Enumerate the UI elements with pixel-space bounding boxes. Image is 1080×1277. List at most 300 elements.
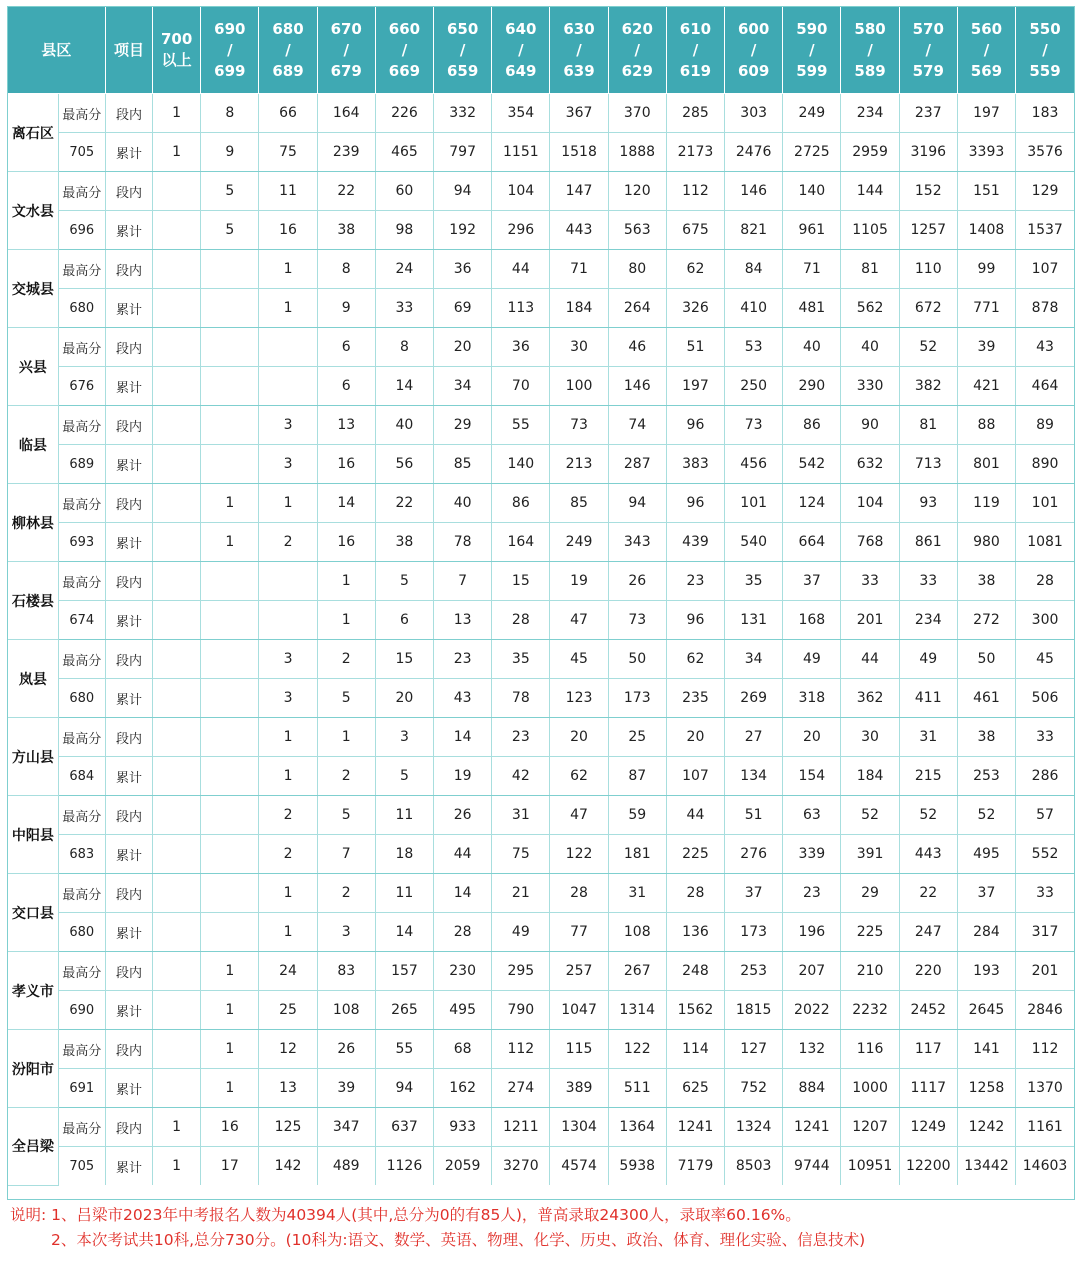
band-count-cell: 99 <box>957 250 1015 289</box>
cumulative-count-cell: 1151 <box>492 133 550 172</box>
band-count-cell: 35 <box>492 640 550 679</box>
cumulative-count-cell <box>201 289 259 328</box>
cumulative-count-cell: 410 <box>725 289 783 328</box>
band-count-cell: 84 <box>725 250 783 289</box>
band-label: 段内 <box>105 796 152 835</box>
cumulative-count-cell: 3 <box>259 679 317 718</box>
max-score-value: 696 <box>58 211 105 250</box>
band-count-cell: 55 <box>375 1030 433 1069</box>
cumulative-count-cell: 489 <box>317 1147 375 1186</box>
cumulative-count-cell: 39 <box>317 1069 375 1108</box>
cumulative-count-cell: 134 <box>725 757 783 796</box>
band-count-cell: 116 <box>841 1030 899 1069</box>
cumulative-count-cell: 85 <box>434 445 492 484</box>
band-count-cell: 5 <box>201 172 259 211</box>
cumulative-count-cell: 1562 <box>666 991 724 1030</box>
max-score-value: 705 <box>58 133 105 172</box>
cumulative-count-cell: 2059 <box>434 1147 492 1186</box>
band-count-cell: 1 <box>201 952 259 991</box>
cumulative-count-cell: 1257 <box>899 211 957 250</box>
cumulative-count-cell: 276 <box>725 835 783 874</box>
cumulative-count-cell: 1 <box>259 913 317 952</box>
cumulative-count-cell: 13 <box>434 601 492 640</box>
header-band-part: / <box>227 40 233 59</box>
cumulative-count-cell: 142 <box>259 1147 317 1186</box>
band-count-cell: 1364 <box>608 1108 666 1147</box>
band-count-cell: 51 <box>725 796 783 835</box>
cumulative-count-cell: 234 <box>899 601 957 640</box>
table-row <box>8 562 1074 601</box>
band-label: 段内 <box>105 250 152 289</box>
cumulative-count-cell: 77 <box>550 913 608 952</box>
cumulative-count-cell <box>201 913 259 952</box>
band-count-cell: 220 <box>899 952 957 991</box>
cumulative-count-cell: 9 <box>317 289 375 328</box>
cumulative-count-cell: 47 <box>550 601 608 640</box>
cumulative-count-cell: 821 <box>725 211 783 250</box>
band-count-cell: 40 <box>375 406 433 445</box>
county-name: 交城县 <box>8 250 58 328</box>
band-count-cell: 45 <box>550 640 608 679</box>
cumulative-count-cell: 75 <box>259 133 317 172</box>
band-label: 段内 <box>105 874 152 913</box>
cumulative-count-cell: 465 <box>375 133 433 172</box>
header-band <box>1016 7 1074 94</box>
max-score-value: 689 <box>58 445 105 484</box>
cumulative-count-cell: 113 <box>492 289 550 328</box>
band-count-cell: 5 <box>375 562 433 601</box>
cumulative-label: 累计 <box>105 679 152 718</box>
header-band-part: 569 <box>970 61 1003 80</box>
cumulative-count-cell: 2 <box>317 757 375 796</box>
cumulative-count-cell: 2173 <box>666 133 724 172</box>
cumulative-count-cell: 1518 <box>550 133 608 172</box>
header-band-part: 620 <box>621 19 653 38</box>
band-count-cell: 3 <box>375 718 433 757</box>
band-count-cell: 230 <box>434 952 492 991</box>
header-band-part: / <box>867 40 873 59</box>
cumulative-count-cell: 34 <box>434 367 492 406</box>
cumulative-count-cell <box>153 367 201 406</box>
header-band-part: / <box>983 40 990 59</box>
band-count-cell: 50 <box>608 640 666 679</box>
band-count-cell: 33 <box>1016 874 1074 913</box>
band-count-cell: 12 <box>259 1030 317 1069</box>
band-count-cell <box>201 328 259 367</box>
header-band <box>957 7 1015 94</box>
cumulative-count-cell: 73 <box>608 601 666 640</box>
cumulative-count-cell: 317 <box>1016 913 1074 952</box>
county-name: 孝义市 <box>8 952 58 1030</box>
band-count-cell: 37 <box>725 874 783 913</box>
cumulative-count-cell: 197 <box>666 367 724 406</box>
cumulative-count-cell: 495 <box>957 835 1015 874</box>
band-count-cell: 157 <box>375 952 433 991</box>
cumulative-count-cell: 131 <box>725 601 783 640</box>
max-score-value: 705 <box>58 1147 105 1186</box>
cumulative-count-cell: 2725 <box>783 133 841 172</box>
header-band-part: 610 <box>679 19 712 38</box>
cumulative-count-cell: 878 <box>1016 289 1074 328</box>
cumulative-count-cell: 2 <box>259 835 317 874</box>
max-score-label: 最高分 <box>58 328 105 367</box>
band-count-cell: 46 <box>608 328 666 367</box>
cumulative-count-cell: 1258 <box>957 1069 1015 1108</box>
band-count-cell: 96 <box>666 484 724 523</box>
max-score-label: 最高分 <box>58 952 105 991</box>
cumulative-count-cell: 107 <box>666 757 724 796</box>
band-count-cell: 81 <box>899 406 957 445</box>
band-count-cell <box>201 406 259 445</box>
band-count-cell: 34 <box>725 640 783 679</box>
band-count-cell <box>201 250 259 289</box>
cumulative-count-cell: 890 <box>1016 445 1074 484</box>
band-count-cell: 36 <box>492 328 550 367</box>
header-band-part: 700 <box>160 30 193 48</box>
cumulative-count-cell <box>153 601 201 640</box>
band-count-cell: 197 <box>957 94 1015 133</box>
cumulative-count-cell <box>201 757 259 796</box>
band-count-cell: 73 <box>550 406 608 445</box>
header-band-part: 609 <box>737 61 770 80</box>
score-distribution-table <box>8 7 1074 1186</box>
band-count-cell: 11 <box>259 172 317 211</box>
cumulative-count-cell <box>153 991 201 1030</box>
cumulative-count-cell: 154 <box>783 757 841 796</box>
header-band-part: 以上 <box>161 51 192 69</box>
cumulative-count-cell: 18 <box>375 835 433 874</box>
table-row <box>8 991 1074 1030</box>
header-band-part: 689 <box>272 61 304 80</box>
header-band-part: 589 <box>854 61 886 80</box>
band-count-cell: 94 <box>608 484 666 523</box>
band-count-cell: 146 <box>725 172 783 211</box>
band-count-cell <box>153 562 201 601</box>
cumulative-count-cell <box>259 601 317 640</box>
band-count-cell: 253 <box>725 952 783 991</box>
cumulative-count-cell: 70 <box>492 367 550 406</box>
band-count-cell: 66 <box>259 94 317 133</box>
band-count-cell: 2 <box>317 640 375 679</box>
cumulative-count-cell: 1314 <box>608 991 666 1030</box>
band-count-cell: 57 <box>1016 796 1074 835</box>
cumulative-count-cell: 269 <box>725 679 783 718</box>
band-count-cell: 38 <box>957 562 1015 601</box>
band-count-cell: 30 <box>841 718 899 757</box>
band-count-cell: 60 <box>375 172 433 211</box>
band-count-cell: 152 <box>899 172 957 211</box>
band-count-cell: 117 <box>899 1030 957 1069</box>
band-count-cell: 31 <box>608 874 666 913</box>
band-count-cell: 23 <box>783 874 841 913</box>
cumulative-count-cell: 801 <box>957 445 1015 484</box>
max-score-label: 最高分 <box>58 1108 105 1147</box>
cumulative-count-cell: 16 <box>317 523 375 562</box>
cumulative-count-cell: 563 <box>608 211 666 250</box>
band-count-cell: 71 <box>783 250 841 289</box>
band-count-cell: 73 <box>725 406 783 445</box>
header-band-part: 570 <box>912 19 944 38</box>
cumulative-count-cell: 96 <box>666 601 724 640</box>
table-row <box>8 445 1074 484</box>
header-band-part: 660 <box>388 19 421 38</box>
band-count-cell: 120 <box>608 172 666 211</box>
cumulative-count-cell: 4574 <box>550 1147 608 1186</box>
band-count-cell <box>153 1030 201 1069</box>
band-count-cell: 332 <box>434 94 492 133</box>
header-band-part: 650 <box>446 19 479 38</box>
band-count-cell: 226 <box>375 94 433 133</box>
cumulative-count-cell: 3393 <box>957 133 1015 172</box>
band-count-cell: 23 <box>666 562 724 601</box>
header-band <box>783 7 841 94</box>
table-row <box>8 874 1074 913</box>
header-band-part: 659 <box>446 61 479 80</box>
band-label: 段内 <box>105 562 152 601</box>
max-score-value: 684 <box>58 757 105 796</box>
band-count-cell: 14 <box>317 484 375 523</box>
cumulative-count-cell: 1047 <box>550 991 608 1030</box>
max-score-label: 最高分 <box>58 406 105 445</box>
cumulative-count-cell: 272 <box>957 601 1015 640</box>
band-count-cell: 122 <box>608 1030 666 1069</box>
cumulative-count-cell: 797 <box>434 133 492 172</box>
cumulative-count-cell: 78 <box>492 679 550 718</box>
cumulative-count-cell: 9744 <box>783 1147 841 1186</box>
cumulative-count-cell <box>153 913 201 952</box>
band-count-cell: 80 <box>608 250 666 289</box>
header-band-part: / <box>518 40 524 59</box>
cumulative-count-cell: 7179 <box>666 1147 724 1186</box>
table-row <box>8 757 1074 796</box>
cumulative-count-cell <box>153 289 201 328</box>
band-count-cell: 104 <box>841 484 899 523</box>
cumulative-count-cell <box>201 367 259 406</box>
cumulative-label: 累计 <box>105 523 152 562</box>
band-count-cell: 370 <box>608 94 666 133</box>
cumulative-count-cell: 10951 <box>841 1147 899 1186</box>
table-row <box>8 250 1074 289</box>
header-item: 项目 <box>105 7 152 94</box>
band-count-cell: 26 <box>317 1030 375 1069</box>
band-count-cell: 101 <box>725 484 783 523</box>
cumulative-count-cell: 562 <box>841 289 899 328</box>
band-count-cell: 22 <box>375 484 433 523</box>
band-count-cell: 52 <box>899 796 957 835</box>
band-count-cell: 43 <box>1016 328 1074 367</box>
cumulative-count-cell: 664 <box>783 523 841 562</box>
cumulative-count-cell: 443 <box>550 211 608 250</box>
table-row <box>8 523 1074 562</box>
band-count-cell <box>153 250 201 289</box>
cumulative-count-cell: 1126 <box>375 1147 433 1186</box>
band-count-cell: 40 <box>783 328 841 367</box>
band-count-cell: 30 <box>550 328 608 367</box>
band-count-cell: 2 <box>259 796 317 835</box>
header-band-part: 670 <box>330 19 362 38</box>
band-count-cell: 74 <box>608 406 666 445</box>
band-count-cell: 25 <box>608 718 666 757</box>
band-count-cell: 28 <box>550 874 608 913</box>
cumulative-label: 累计 <box>105 367 152 406</box>
cumulative-count-cell: 5 <box>375 757 433 796</box>
band-count-cell: 23 <box>434 640 492 679</box>
band-count-cell: 249 <box>783 94 841 133</box>
band-count-cell: 15 <box>492 562 550 601</box>
cumulative-count-cell: 9 <box>201 133 259 172</box>
band-count-cell: 26 <box>608 562 666 601</box>
band-count-cell: 14 <box>434 718 492 757</box>
cumulative-count-cell: 861 <box>899 523 957 562</box>
band-count-cell <box>153 952 201 991</box>
cumulative-count-cell: 672 <box>899 289 957 328</box>
band-label: 段内 <box>105 640 152 679</box>
cumulative-count-cell: 3 <box>317 913 375 952</box>
table-row <box>8 952 1074 991</box>
cumulative-label: 累计 <box>105 835 152 874</box>
cumulative-count-cell: 339 <box>783 835 841 874</box>
band-count-cell: 49 <box>899 640 957 679</box>
band-count-cell: 83 <box>317 952 375 991</box>
cumulative-count-cell: 225 <box>666 835 724 874</box>
band-count-cell <box>201 562 259 601</box>
band-count-cell: 85 <box>550 484 608 523</box>
cumulative-count-cell: 62 <box>550 757 608 796</box>
cumulative-count-cell: 456 <box>725 445 783 484</box>
max-score-value: 680 <box>58 289 105 328</box>
band-count-cell: 28 <box>1016 562 1074 601</box>
cumulative-count-cell: 2452 <box>899 991 957 1030</box>
cumulative-count-cell: 5 <box>317 679 375 718</box>
header-band-part: 639 <box>563 61 595 80</box>
cumulative-count-cell: 108 <box>608 913 666 952</box>
table-row <box>8 133 1074 172</box>
band-count-cell: 88 <box>957 406 1015 445</box>
band-count-cell <box>153 874 201 913</box>
band-count-cell: 20 <box>783 718 841 757</box>
header-band-part: 640 <box>505 19 537 38</box>
max-score-label: 最高分 <box>58 718 105 757</box>
header-band-part: 679 <box>330 61 362 80</box>
band-count-cell: 86 <box>492 484 550 523</box>
band-count-cell: 147 <box>550 172 608 211</box>
band-count-cell: 295 <box>492 952 550 991</box>
county-name: 交口县 <box>8 874 58 952</box>
band-count-cell: 183 <box>1016 94 1074 133</box>
cumulative-count-cell: 7 <box>317 835 375 874</box>
band-count-cell: 210 <box>841 952 899 991</box>
max-score-value: 674 <box>58 601 105 640</box>
band-count-cell: 22 <box>317 172 375 211</box>
band-count-cell: 637 <box>375 1108 433 1147</box>
cumulative-count-cell: 1081 <box>1016 523 1074 562</box>
band-count-cell: 11 <box>375 796 433 835</box>
cumulative-count-cell <box>201 679 259 718</box>
band-count-cell: 367 <box>550 94 608 133</box>
header-band-part: 669 <box>388 61 421 80</box>
cumulative-label: 累计 <box>105 1069 152 1108</box>
band-label: 段内 <box>105 484 152 523</box>
cumulative-count-cell: 1117 <box>899 1069 957 1108</box>
county-name: 全吕梁 <box>8 1108 58 1186</box>
cumulative-count-cell: 239 <box>317 133 375 172</box>
cumulative-count-cell: 2846 <box>1016 991 1074 1030</box>
county-name: 岚县 <box>8 640 58 718</box>
cumulative-count-cell: 2 <box>259 523 317 562</box>
band-count-cell: 257 <box>550 952 608 991</box>
table-row <box>8 718 1074 757</box>
header-band-part: 680 <box>272 19 304 38</box>
cumulative-count-cell: 790 <box>492 991 550 1030</box>
header-band-part: / <box>576 40 582 59</box>
band-count-cell: 303 <box>725 94 783 133</box>
band-count-cell: 1 <box>201 1030 259 1069</box>
cumulative-count-cell: 3576 <box>1016 133 1074 172</box>
band-count-cell <box>153 328 201 367</box>
table-row <box>8 367 1074 406</box>
cumulative-count-cell <box>201 601 259 640</box>
band-label: 段内 <box>105 328 152 367</box>
max-score-label: 最高分 <box>58 562 105 601</box>
band-count-cell: 1242 <box>957 1108 1015 1147</box>
band-count-cell: 28 <box>666 874 724 913</box>
cumulative-count-cell <box>153 757 201 796</box>
cumulative-count-cell: 122 <box>550 835 608 874</box>
band-count-cell: 129 <box>1016 172 1074 211</box>
cumulative-count-cell: 38 <box>375 523 433 562</box>
max-score-label: 最高分 <box>58 796 105 835</box>
cumulative-count-cell: 136 <box>666 913 724 952</box>
band-count-cell: 93 <box>899 484 957 523</box>
cumulative-count-cell: 391 <box>841 835 899 874</box>
header-band-part: 690 <box>214 19 246 38</box>
band-label: 段内 <box>105 406 152 445</box>
cumulative-count-cell: 43 <box>434 679 492 718</box>
band-count-cell: 27 <box>725 718 783 757</box>
max-score-label: 最高分 <box>58 250 105 289</box>
band-count-cell: 52 <box>899 328 957 367</box>
cumulative-count-cell: 296 <box>492 211 550 250</box>
band-count-cell: 15 <box>375 640 433 679</box>
band-label: 段内 <box>105 1030 152 1069</box>
band-count-cell: 125 <box>259 1108 317 1147</box>
band-count-cell: 7 <box>434 562 492 601</box>
header-band <box>550 7 608 94</box>
band-count-cell: 96 <box>666 406 724 445</box>
band-count-cell: 127 <box>725 1030 783 1069</box>
band-count-cell: 44 <box>841 640 899 679</box>
band-count-cell: 248 <box>666 952 724 991</box>
cumulative-count-cell: 16 <box>259 211 317 250</box>
band-count-cell: 68 <box>434 1030 492 1069</box>
table-row <box>8 796 1074 835</box>
cumulative-count-cell: 411 <box>899 679 957 718</box>
cumulative-count-cell: 14603 <box>1022 1158 1068 1174</box>
cumulative-count-cell: 6 <box>317 367 375 406</box>
cumulative-count-cell: 713 <box>899 445 957 484</box>
header-band-part: 559 <box>1029 61 1061 80</box>
county-name: 文水县 <box>8 172 58 250</box>
cumulative-count-cell: 326 <box>666 289 724 328</box>
cumulative-count-cell: 382 <box>899 367 957 406</box>
cumulative-count-cell: 1815 <box>725 991 783 1030</box>
cumulative-count-cell: 14 <box>375 913 433 952</box>
cumulative-count-cell: 290 <box>783 367 841 406</box>
header-band-part: 580 <box>854 19 886 38</box>
cumulative-count-cell: 5 <box>201 211 259 250</box>
band-count-cell: 8 <box>201 94 259 133</box>
cumulative-count-cell: 2645 <box>957 991 1015 1030</box>
